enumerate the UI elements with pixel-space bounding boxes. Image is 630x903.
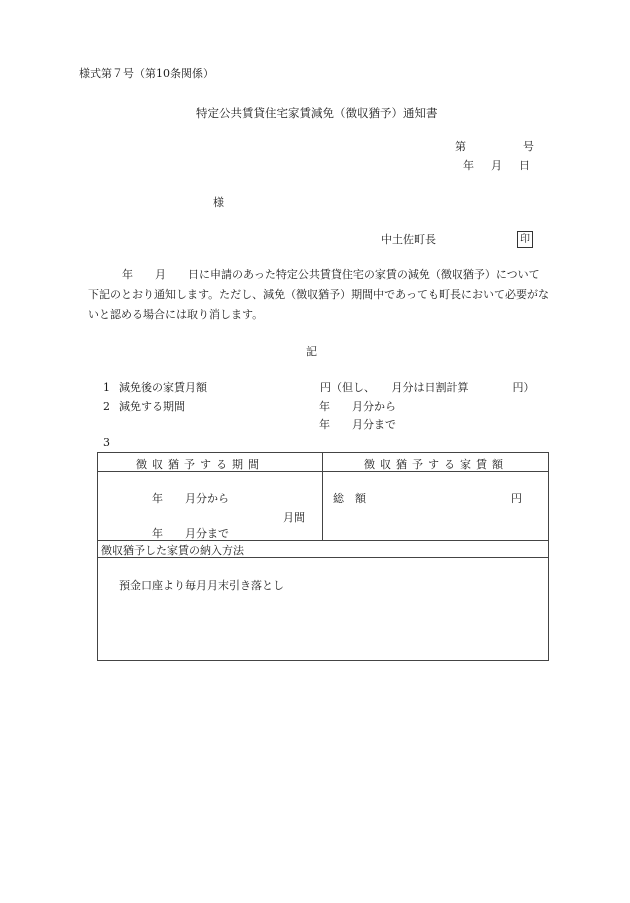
deferral-table xyxy=(97,452,549,661)
seal-box: 印 xyxy=(517,231,533,248)
date-year: 年 xyxy=(463,159,474,172)
item2-to: 年 月分まで xyxy=(319,418,396,431)
item1-number: 1 xyxy=(103,381,110,394)
item2-label: 減免する期間 xyxy=(119,400,185,413)
table-header-amount: 徴収猶予する家賃額 xyxy=(364,458,508,471)
doc-number-go: 号 xyxy=(523,140,534,153)
body-paragraph: 年 月 日に申請のあった特定公共賃貸住宅の家賃の減免（徴収猶予）について下記のとおり通知します。ただし、減免（徴収猶予）期間中であっても町長において必要がないと認める場合には取り消します。 xyxy=(88,268,550,321)
table-header-period: 徴収猶予する期間 xyxy=(136,458,264,471)
total-label: 総 額 xyxy=(333,492,366,505)
date-month: 月 xyxy=(491,159,502,172)
period-from: 年 月分から xyxy=(152,492,229,505)
doc-number-dai: 第 xyxy=(455,140,466,153)
item3-number: 3 xyxy=(103,436,110,449)
total-unit: 円 xyxy=(511,492,522,505)
item2-number: 2 xyxy=(103,400,110,413)
item1-value: 円（但し、 月分は日割計算 円） xyxy=(320,381,535,394)
payment-method-header: 徴収猶予した家賃の納入方法 xyxy=(101,544,244,557)
period-months: 月間 xyxy=(283,511,305,524)
payment-method-value: 預金口座より毎月月末引き落とし xyxy=(119,579,284,592)
item2-from: 年 月分から xyxy=(319,400,396,413)
document-title: 特定公共賃貸住宅家賃減免（徴収猶予）通知書 xyxy=(196,106,438,120)
date-day: 日 xyxy=(519,159,530,172)
issuer-name: 中土佐町長 xyxy=(381,233,436,246)
ki-heading: 記 xyxy=(306,345,317,358)
table-divider-vertical xyxy=(322,453,323,540)
item1-label: 減免後の家賃月額 xyxy=(119,381,207,394)
form-number: 様式第７号（第10条関係） xyxy=(79,67,214,80)
addressee-suffix: 様 xyxy=(213,196,224,209)
period-to: 年 月分まで xyxy=(152,527,229,540)
